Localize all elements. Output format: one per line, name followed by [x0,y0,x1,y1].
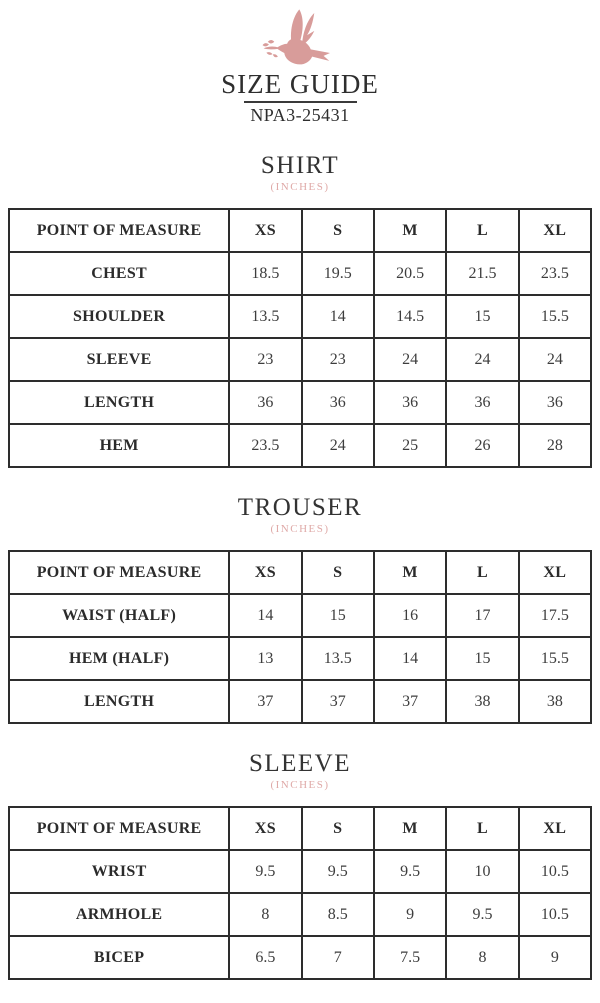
measure-value-cell: 24 [446,338,518,381]
section-title: SLEEVE [248,750,352,777]
section-sleeve [0,750,600,980]
title-underline [244,101,357,103]
measure-value-cell: 21.5 [446,252,518,295]
measure-value-cell: 10.5 [519,893,591,936]
measure-label-cell: WAIST (HALF) [9,594,229,637]
size-header-cell: S [302,209,374,252]
size-header-cell: M [374,807,446,850]
measure-value-cell: 37 [302,680,374,723]
measure-value-cell: 36 [519,381,591,424]
table-row [9,637,591,680]
size-header-cell: S [302,807,374,850]
table-header-row [9,807,591,850]
measure-value-cell: 7.5 [374,936,446,979]
measure-value-cell: 38 [519,680,591,723]
measure-value-cell: 9.5 [302,850,374,893]
section-title: SHIRT [260,152,340,179]
size-header-cell: M [374,551,446,594]
measure-value-cell: 15.5 [519,295,591,338]
measure-value-cell: 9 [374,893,446,936]
section-unit-label: (INCHES) [270,779,330,791]
measure-value-cell: 9.5 [374,850,446,893]
size-header-cell: XL [519,807,591,850]
measure-value-cell: 36 [374,381,446,424]
table-row [9,893,591,936]
table-row [9,680,591,723]
measure-value-cell: 13 [229,637,301,680]
measure-label-cell: HEM (HALF) [9,637,229,680]
measure-value-cell: 9.5 [229,850,301,893]
measure-value-cell: 38 [446,680,518,723]
measure-value-cell: 14.5 [374,295,446,338]
size-header-cell: XS [229,551,301,594]
measure-value-cell: 26 [446,424,518,467]
table-row [9,295,591,338]
measure-value-cell: 17.5 [519,594,591,637]
measure-value-cell: 36 [446,381,518,424]
measure-value-cell: 10.5 [519,850,591,893]
measure-label-cell: LENGTH [9,680,229,723]
size-header-cell: M [374,209,446,252]
measure-value-cell: 24 [374,338,446,381]
measure-value-cell: 14 [229,594,301,637]
size-header-cell: S [302,551,374,594]
measure-value-cell: 19.5 [302,252,374,295]
size-header-cell: L [446,209,518,252]
sleeve-size-table [8,806,592,980]
measure-value-cell: 13.5 [302,637,374,680]
size-header-cell: XS [229,209,301,252]
measure-value-cell: 16 [374,594,446,637]
section-title: TROUSER [237,494,363,521]
measure-label-cell: ARMHOLE [9,893,229,936]
size-header-cell: XL [519,551,591,594]
measure-value-cell: 20.5 [374,252,446,295]
measure-value-cell: 37 [229,680,301,723]
brand-title: SIZE GUIDE [221,69,379,99]
measure-value-cell: 9 [519,936,591,979]
dove-olive-branch-icon [257,8,343,68]
measure-value-cell: 15 [446,295,518,338]
size-header-cell: L [446,551,518,594]
table-row [9,594,591,637]
trouser-size-table [8,550,592,724]
point-of-measure-header-cell: POINT OF MEASURE [9,807,229,850]
table-row [9,381,591,424]
size-header-cell: XS [229,807,301,850]
measure-value-cell: 36 [229,381,301,424]
measure-value-cell: 28 [519,424,591,467]
shirt-size-table [8,208,592,468]
style-code: NPA3-25431 [250,105,350,125]
measure-value-cell: 23 [229,338,301,381]
table-row [9,338,591,381]
measure-value-cell: 18.5 [229,252,301,295]
measure-value-cell: 15 [302,594,374,637]
brand-header [0,8,600,126]
section-shirt [0,152,600,468]
measure-value-cell: 14 [374,637,446,680]
measure-value-cell: 14 [302,295,374,338]
measure-value-cell: 23.5 [229,424,301,467]
table-row [9,936,591,979]
measure-value-cell: 36 [302,381,374,424]
table-row [9,850,591,893]
measure-value-cell: 9.5 [446,893,518,936]
section-unit-label: (INCHES) [270,181,330,193]
measure-label-cell: CHEST [9,252,229,295]
measure-value-cell: 8 [446,936,518,979]
size-header-cell: XL [519,209,591,252]
section-unit-label: (INCHES) [270,523,330,535]
measure-value-cell: 8.5 [302,893,374,936]
table-header-row [9,209,591,252]
measure-value-cell: 25 [374,424,446,467]
measure-label-cell: BICEP [9,936,229,979]
table-header-row [9,551,591,594]
point-of-measure-header-cell: POINT OF MEASURE [9,551,229,594]
measure-label-cell: WRIST [9,850,229,893]
measure-value-cell: 23 [302,338,374,381]
measure-value-cell: 15 [446,637,518,680]
measure-value-cell: 10 [446,850,518,893]
measure-value-cell: 23.5 [519,252,591,295]
measure-label-cell: SHOULDER [9,295,229,338]
measure-label-cell: HEM [9,424,229,467]
measure-value-cell: 37 [374,680,446,723]
measure-value-cell: 6.5 [229,936,301,979]
size-header-cell: L [446,807,518,850]
measure-label-cell: SLEEVE [9,338,229,381]
section-trouser [0,494,600,724]
measure-value-cell: 24 [302,424,374,467]
measure-value-cell: 17 [446,594,518,637]
measure-value-cell: 8 [229,893,301,936]
table-row [9,424,591,467]
measure-value-cell: 15.5 [519,637,591,680]
table-row [9,252,591,295]
point-of-measure-header-cell: POINT OF MEASURE [9,209,229,252]
measure-value-cell: 13.5 [229,295,301,338]
measure-value-cell: 7 [302,936,374,979]
measure-label-cell: LENGTH [9,381,229,424]
measure-value-cell: 24 [519,338,591,381]
